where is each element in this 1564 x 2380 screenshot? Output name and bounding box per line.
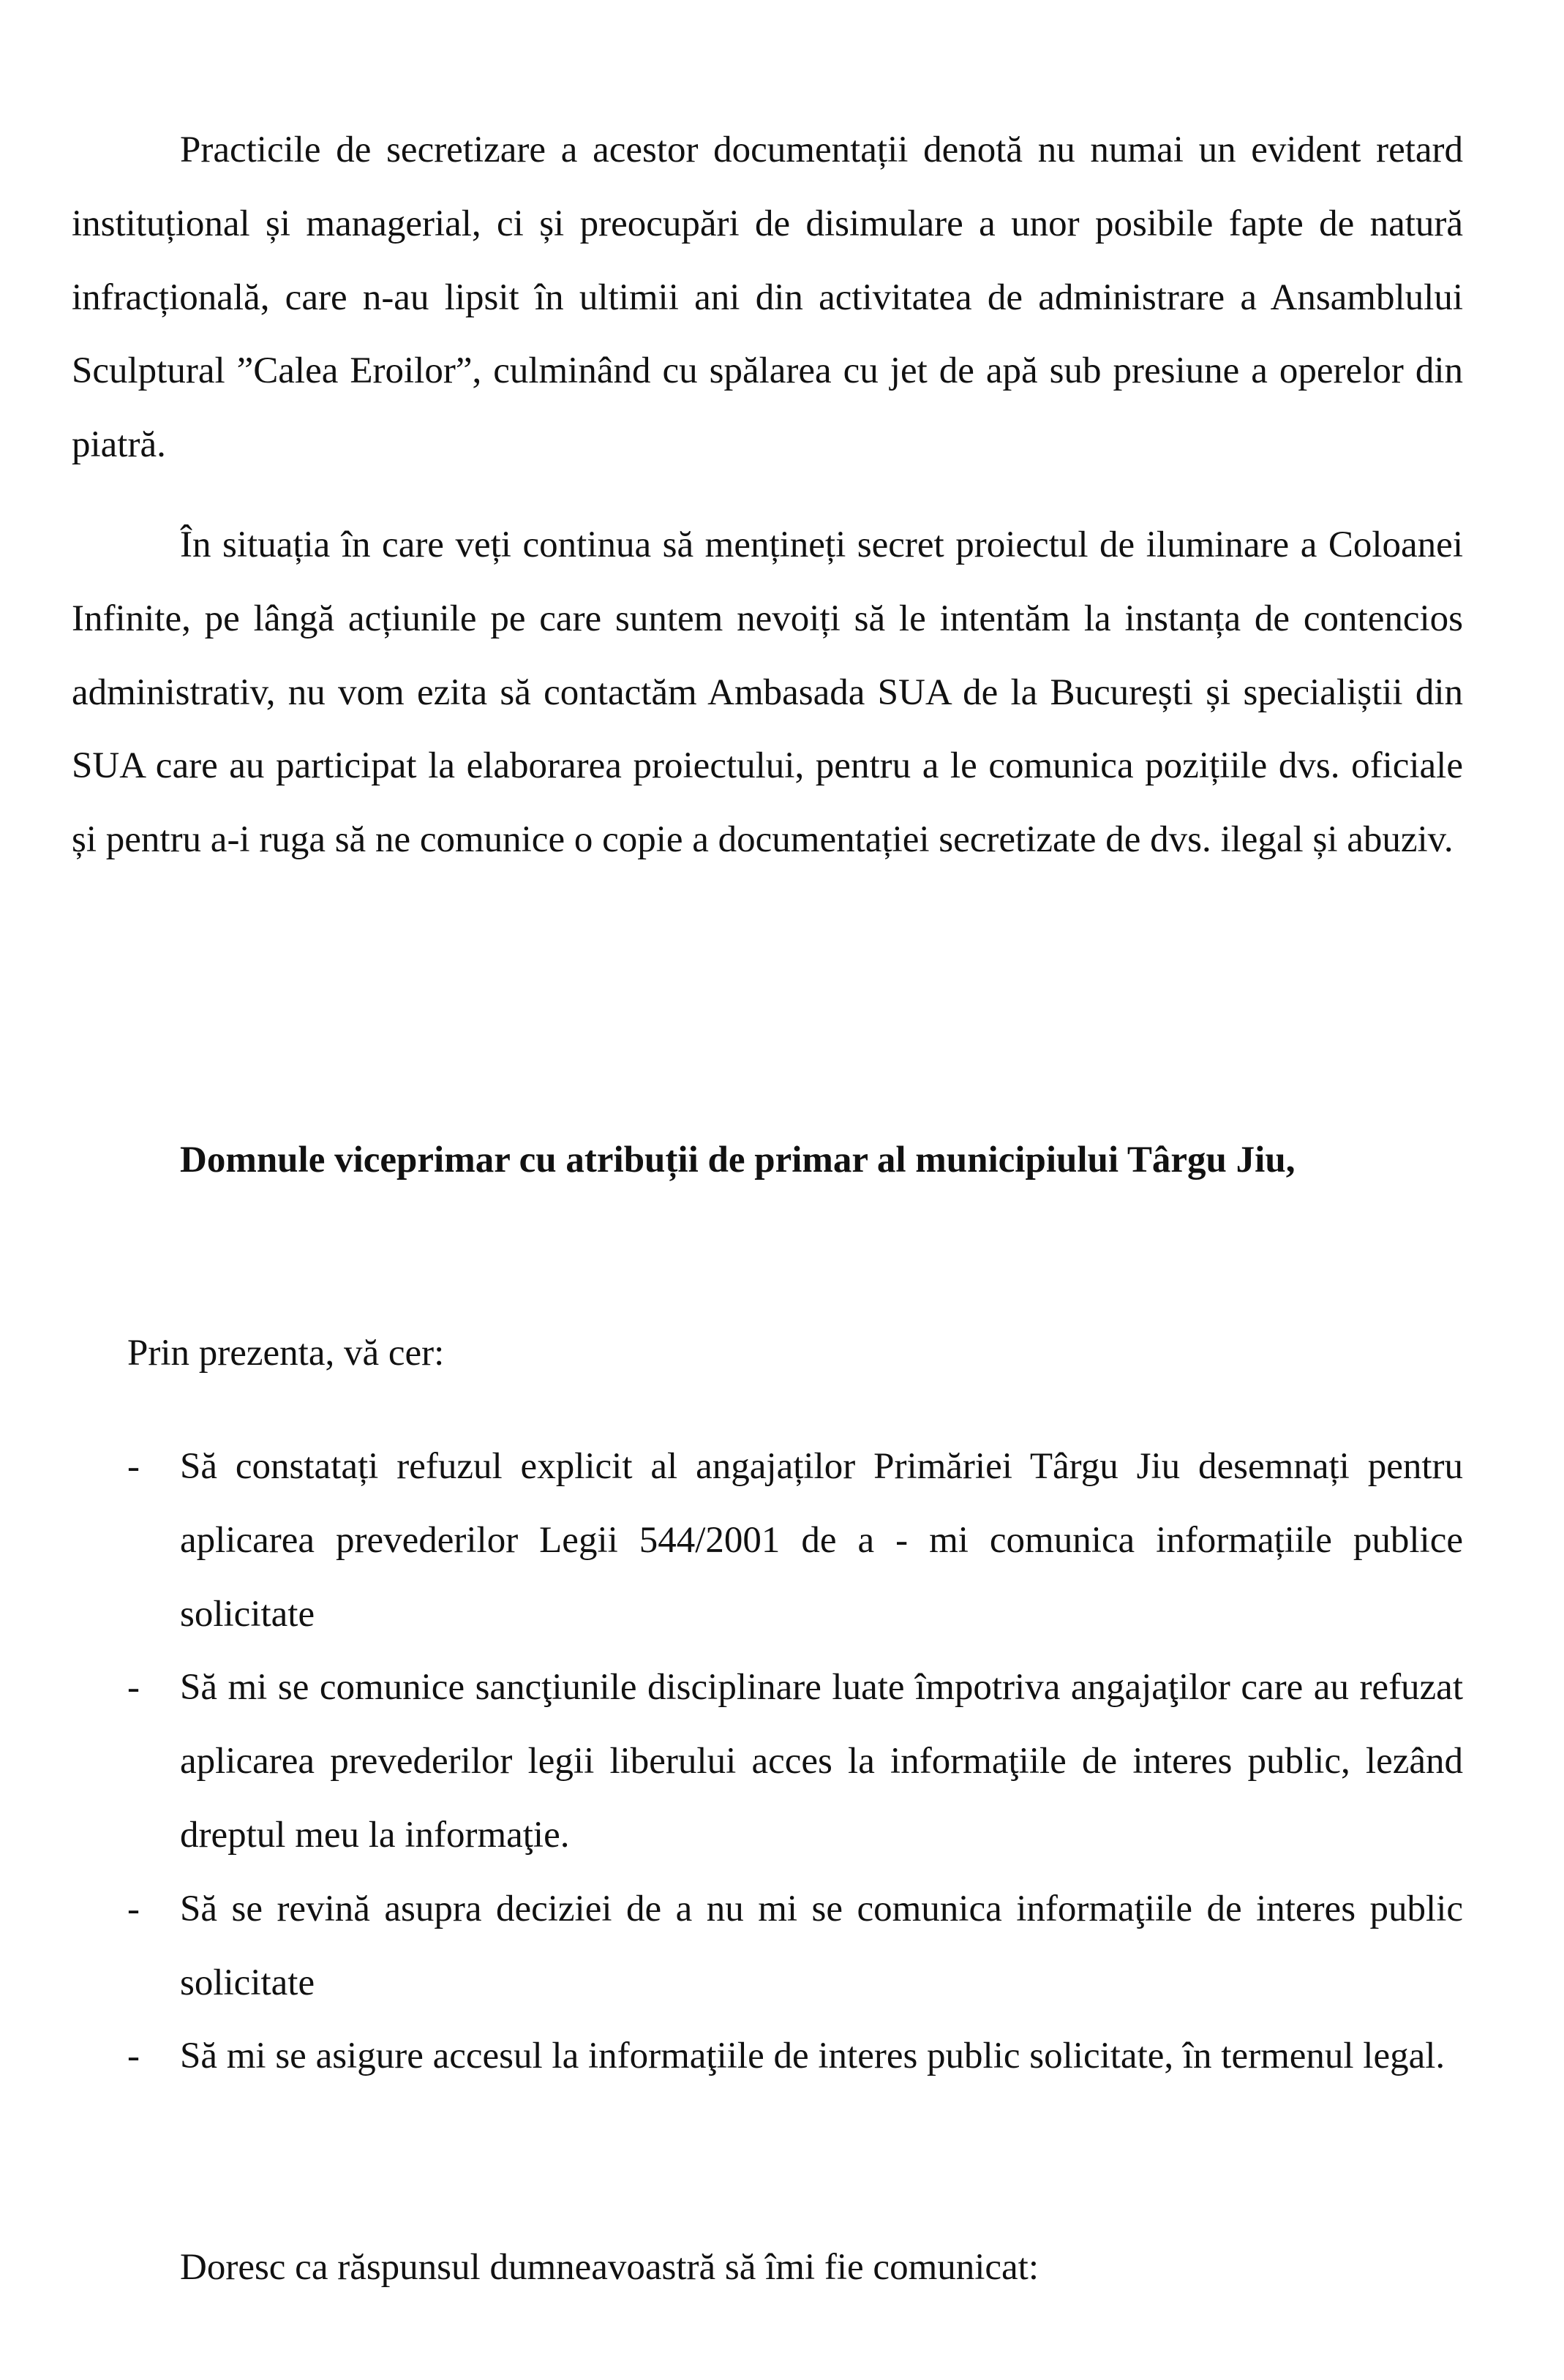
- dash-bullet: -: [127, 2036, 140, 2077]
- salutation-heading: Domnule viceprimar cu atribuții de primar al municipiului Târgu Jiu,: [180, 1140, 1296, 1180]
- list-item: [72, 1430, 1463, 1651]
- closing-line: Doresc ca răspunsul dumneavoastră să îmi fie comunicat:: [180, 2247, 1039, 2288]
- list-item-text: Să mi se asigure accesul la informaţiile de interes public solicitate, în termenul legal.: [180, 2036, 1445, 2077]
- body-paragraph: Practicile de secretizare a acestor documentații denotă nu numai un evident retard instituțional și managerial, ci și preocupări de disimulare a unor posibile fapte de natură infracțională, care n-au lipsit în ultimii ani din activitatea de administrare a Ansamblului Sculptural ”Calea Eroilor”, culminând cu spălarea cu jet de apă sub presiune a operelor din piatră.: [72, 129, 1463, 466]
- body-paragraph: În situația în care veți continua să mențineți secret proiectul de iluminare a Coloanei Infinite, pe lângă acțiunile pe care suntem nevoiți să le intentăm la instanța de contencios administrativ, nu vom ezita să contactăm Ambasada SUA de la București și specialiștii din SUA care au participat la elaborarea proiectului, pentru a le comunica pozițiile dvs. oficiale și pentru a-i ruga să ne comunice o copie a documentației secretizate de dvs. ilegal și abuziv.: [72, 524, 1463, 861]
- request-list: [72, 1430, 1463, 2093]
- list-item: [72, 1872, 1463, 2020]
- list-item-text: Să constatați refuzul explicit al angajaților Primăriei Târgu Jiu desemnați pentru aplicarea prevederilor Legii 544/2001 de a - mi comunica informațiile publice solicitate: [180, 1446, 1463, 1635]
- list-item: [72, 1651, 1463, 1872]
- request-intro: Prin prezenta, vă cer:: [127, 1333, 445, 1374]
- list-item-text: Să se revină asupra deciziei de a nu mi se comunica informaţiile de interes public solicitate: [180, 1888, 1463, 2003]
- dash-bullet: -: [127, 1888, 140, 1929]
- list-item: [72, 2019, 1463, 2093]
- dash-bullet: -: [127, 1446, 140, 1487]
- list-item-text: Să mi se comunice sancţiunile disciplinare luate împotriva angajaţilor care au refuzat aplicarea prevederilor legii liberului acces la informaţiile de interes public, lezând dreptul meu la informaţie.: [180, 1667, 1463, 1856]
- dash-bullet: -: [127, 1667, 140, 1709]
